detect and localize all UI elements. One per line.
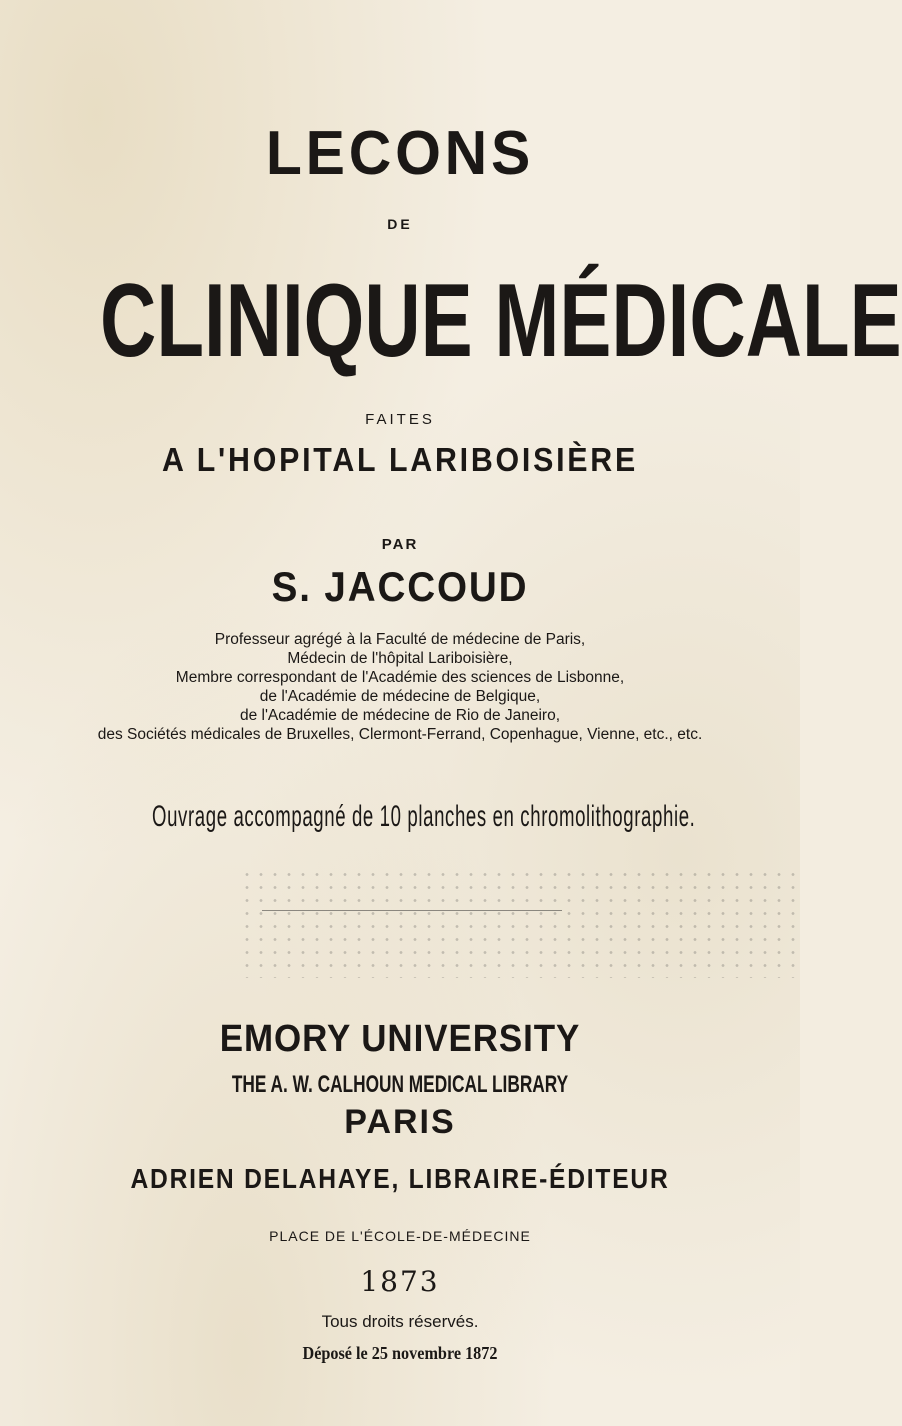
author-credential: de l'Académie de médecine de Belgique, [259, 688, 541, 705]
stamp-university: EMORY UNIVERSITY [219, 1018, 581, 1060]
author-par: PAR [381, 536, 419, 553]
stamp-dot-pattern [240, 868, 800, 978]
imprint-year: 1873 [360, 1265, 440, 1298]
imprint-place: PLACE DE L'ÉCOLE-DE-MÉDECINE [269, 1228, 531, 1244]
author-credential: Professeur agrégé à la Faculté de médecine de Paris, [214, 631, 586, 648]
title-hopital: A L'HOPITAL LARIBOISIÈRE [161, 441, 639, 478]
imprint-rights: Tous droits réservés. [321, 1312, 479, 1331]
imprint-city: PARIS [344, 1103, 456, 1141]
title-de: DE [387, 216, 413, 232]
author-credential: de l'Académie de médecine de Rio de Janeiro, [239, 707, 561, 724]
ouvrage-note: Ouvrage accompagné de 10 planches en chromolithographie. [152, 800, 696, 833]
title-lecons: LECONS [265, 119, 535, 188]
author-credential: des Sociétés médicales de Bruxelles, Clermont-Ferrand, Copenhague, Vienne, etc., etc. [97, 726, 703, 743]
author-credential: Membre correspondant de l'Académie des sciences de Lisbonne, [175, 669, 625, 686]
stamp-rule [262, 910, 562, 911]
author-credential: Médecin de l'hôpital Lariboisière, [287, 650, 513, 667]
title-faites: FAITES [365, 411, 435, 428]
imprint-publisher: ADRIEN DELAHAYE, LIBRAIRE-ÉDITEUR [130, 1163, 670, 1194]
stamp-library: THE A. W. CALHOUN MEDICAL LIBRARY [231, 1071, 569, 1098]
title-main: CLINIQUE MÉDICALE [100, 263, 902, 379]
imprint-depose: Déposé le 25 novembre 1872 [302, 1343, 498, 1363]
author-name: S. JACCOUD [271, 563, 529, 610]
